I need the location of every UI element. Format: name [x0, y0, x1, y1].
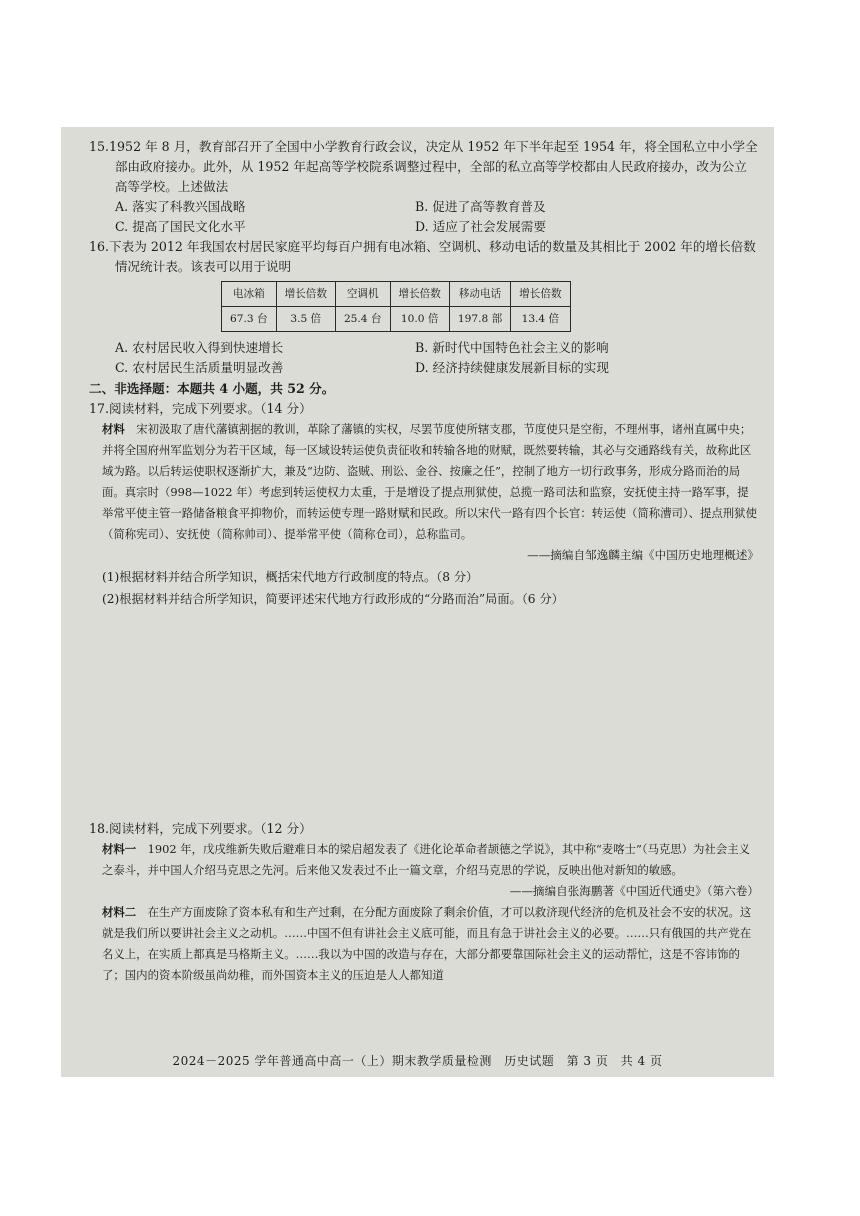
material — [102, 419, 759, 545]
option-b: B. 新时代中国特色社会主义的影响 — [415, 340, 609, 355]
option-a: A. 落实了科教兴国战略 — [115, 199, 246, 214]
material-text: 宋初汲取了唐代藩镇割据的教训，革除了藩镇的实权，尽罢节度使所辖支郡，节度使只是空衔，不理州事，诸州直属中央；并将全国府州军监划分为若干区域，每一区域设转运使负责征收和转输各地的财赋，既然要转输，其必与交通路线有关，故称此区域为路。以后转运使职权逐渐扩大，兼及“边防、盗贼、刑讼、金谷、按廉之任”，控制了地方一切行政事务，形成分路而治的局面。真宗时（998—1022 年）考虑到转运使权力太重，于是增设了提点刑狱使，总揽一路司法和监察，安抚使主持一路军事，提举常平使主管一路储备粮食平抑物价，而转运使专理一路财赋和民政。所以宋代一路有四个长官：转运使（简称漕司）、提点刑狱使（简称宪司）、安抚使（简称帅司）、提举常平使（简称仓司），总称监司。 — [102, 422, 757, 541]
sub-question-1: (1)根据材料并结合所学知识，概括宋代地方行政制度的特点。（8 分） — [102, 570, 479, 584]
material-2-text: 在生产方面废除了资本私有和生产过剩，在分配方面废除了剩余价值，才可以救济现代经济的危机及社会不安的状况。这就是我们所以要讲社会主义之动机。……中国不但有讲社会主义底可能，而且有急于讲社会主义的必要。……只有俄国的共产党在名义上，在实质上都真是马格斯主义。……我以为中国的改造与存在，大部分都要靠国际社会主义的运动帮忙，这是不容讳饰的了；国内的资本阶级虽尚幼稚，而外国资本主义的压迫是人人都知道 — [102, 905, 752, 982]
question-16 — [89, 237, 759, 378]
table-header-cell: 增长倍数 — [511, 282, 570, 307]
table-cell: 10.0 倍 — [390, 307, 449, 332]
page-number: 第 3 页 — [566, 1054, 609, 1068]
table-header-cell: 增长倍数 — [390, 282, 449, 307]
material-2-label: 材料二 — [102, 905, 137, 919]
sub-question-2: (2)根据材料并结合所学知识，简要评述宋代地方行政形成的“分路而治”局面。（6 分） — [102, 592, 564, 606]
exam-page — [61, 127, 774, 1077]
table-header-cell: 电冰箱 — [222, 282, 277, 307]
option-d: D. 适应了社会发展需要 — [415, 219, 546, 234]
material-label: 材料 — [102, 422, 125, 436]
table-header-cell: 增长倍数 — [276, 282, 335, 307]
section-heading: 二、非选择题：本题共 4 小题，共 52 分。 — [89, 381, 335, 396]
table-row — [222, 307, 571, 332]
statistics-table — [221, 281, 571, 332]
question-18-stem: 18.阅读材料，完成下列要求。（12 分） — [89, 821, 312, 836]
material-2 — [102, 902, 759, 986]
option-c: C. 提高了国民文化水平 — [115, 219, 246, 234]
exam-title: 2024－2025 学年普通高中高一（上）期末教学质量检测 — [172, 1054, 492, 1068]
page-content — [89, 137, 759, 982]
table-cell: 13.4 倍 — [511, 307, 570, 332]
option-d: D. 经济持续健康发展新目标的实现 — [415, 360, 609, 375]
question-15 — [89, 137, 759, 237]
subject-name: 历史试题 — [504, 1054, 555, 1068]
table-cell: 3.5 倍 — [276, 307, 335, 332]
material-1-source: ——摘编自张海鹏著《中国近代通史》（第六卷） — [509, 884, 759, 898]
question-17 — [89, 399, 759, 610]
table-header-cell: 空调机 — [335, 282, 390, 307]
table-cell: 67.3 台 — [222, 307, 277, 332]
material-1-label: 材料一 — [102, 842, 137, 856]
option-c: C. 农村居民生活质量明显改善 — [115, 360, 284, 375]
question-16-stem: 16.下表为 2012 年我国农村居民家庭平均每百户拥有电冰箱、空调机、移动电话的数量及其相比于 2002 年的增长倍数情况统计表。该表可以用于说明 — [89, 239, 756, 274]
material-1 — [102, 839, 759, 881]
question-18 — [89, 819, 759, 986]
option-b: B. 促进了高等教育普及 — [415, 199, 546, 214]
material-1-text: 1902 年，戊戌维新失败后避难日本的梁启超发表了《进化论革命者颉德之学说》，其中称“麦喀士”（马克思）为社会主义之泰斗，并中国人介绍马克思之先河。后来他又发表过不止一篇文章，介绍马克思的学说，反映出他对新知的敏感。 — [102, 842, 750, 877]
table-cell: 197.8 部 — [449, 307, 510, 332]
page-total: 共 4 页 — [620, 1054, 663, 1068]
table-header-row — [222, 282, 571, 307]
question-17-stem: 17.阅读材料，完成下列要求。（14 分） — [89, 401, 312, 416]
question-16-options — [115, 338, 759, 378]
table-cell: 25.4 台 — [335, 307, 390, 332]
question-15-stem: 15.1952 年 8 月，教育部召开了全国中小学教育行政会议，决定从 1952 年下半年起至 1954 年，将全国私立中小学全部由政府接办。此外，从 1952 年起高等学校院系调整过程中，全部的私立高等学校都由人民政府接办，改为公立高等学校。上述做法 — [89, 139, 758, 194]
table-header-cell: 移动电话 — [449, 282, 510, 307]
question-15-options — [115, 197, 759, 237]
page-footer — [61, 1052, 774, 1069]
material-source: ——摘编自邹逸麟主编《中国历史地理概述》 — [527, 548, 759, 562]
option-a: A. 农村居民收入得到快速增长 — [115, 340, 284, 355]
